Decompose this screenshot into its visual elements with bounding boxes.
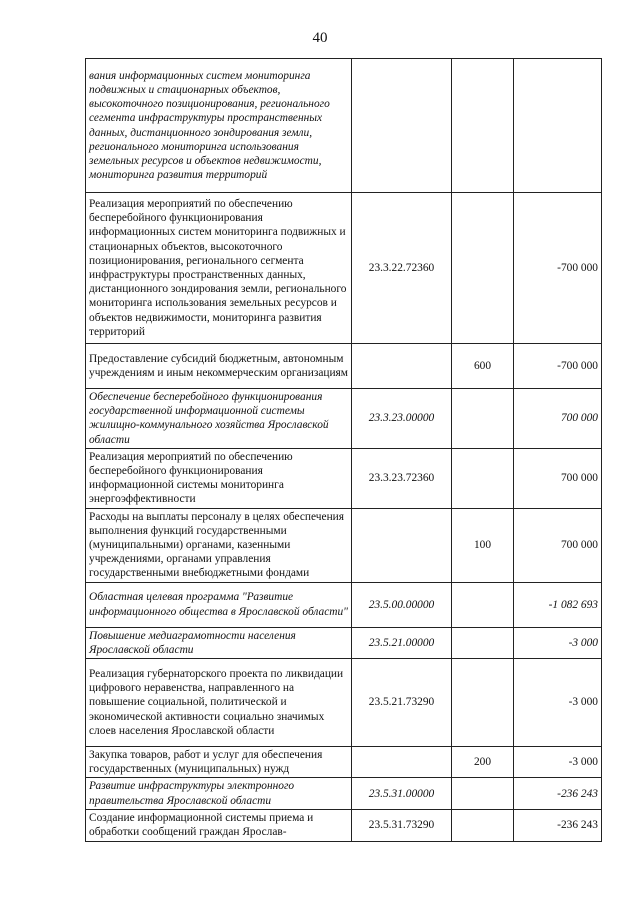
table-row <box>86 747 602 778</box>
table-row <box>86 508 602 582</box>
row-code-cell <box>352 508 452 582</box>
row-expense-type-cell <box>452 627 514 658</box>
table-row <box>86 582 602 627</box>
row-name-cell: Повышение медиаграмотности населения Ярославской области <box>86 627 352 658</box>
table-row <box>86 193 602 344</box>
budget-table-body <box>86 59 602 842</box>
page-number: 40 <box>312 30 328 46</box>
budget-table <box>85 58 602 842</box>
row-amount-cell: 700 000 <box>514 508 602 582</box>
table-row <box>86 448 602 508</box>
row-code-cell: 23.5.21.73290 <box>352 659 452 747</box>
row-expense-type-cell: 100 <box>452 508 514 582</box>
row-code-cell: 23.5.31.73290 <box>352 809 452 841</box>
row-name-cell: Создание информационной системы приема и обработки сообщений граждан Ярослав- <box>86 809 352 841</box>
row-code-cell <box>352 344 452 389</box>
row-expense-type-cell <box>452 59 514 193</box>
row-expense-type-cell <box>452 582 514 627</box>
table-row <box>86 389 602 449</box>
row-name-cell: Закупка товаров, работ и услуг для обеспечения государственных (муниципальных) нужд <box>86 747 352 778</box>
row-amount-cell: -236 243 <box>514 778 602 809</box>
row-name-cell: Развитие инфраструктуры электронного правительства Ярославской области <box>86 778 352 809</box>
table-row <box>86 627 602 658</box>
row-expense-type-cell: 600 <box>452 344 514 389</box>
row-amount-cell: -700 000 <box>514 193 602 344</box>
row-amount-cell: -3 000 <box>514 627 602 658</box>
row-expense-type-cell <box>452 809 514 841</box>
row-code-cell: 23.5.31.00000 <box>352 778 452 809</box>
row-amount-cell: 700 000 <box>514 389 602 449</box>
row-amount-cell: -3 000 <box>514 747 602 778</box>
row-amount-cell: -3 000 <box>514 659 602 747</box>
table-row <box>86 778 602 809</box>
row-code-cell: 23.3.22.72360 <box>352 193 452 344</box>
row-code-cell: 23.5.00.00000 <box>352 582 452 627</box>
row-code-cell: 23.3.23.00000 <box>352 389 452 449</box>
row-expense-type-cell <box>452 448 514 508</box>
row-amount-cell: -236 243 <box>514 809 602 841</box>
row-amount-cell <box>514 59 602 193</box>
row-code-cell <box>352 59 452 193</box>
row-expense-type-cell <box>452 659 514 747</box>
table-row <box>86 344 602 389</box>
row-name-cell: Расходы на выплаты персоналу в целях обеспечения выполнения функций государственными (муниципальными) органами, казенными учреждениями, органами управления государственными внебюджетными фондами <box>86 508 352 582</box>
row-name-cell: Предоставление субсидий бюджетным, автономным учреждениям и иным некоммерческим организациям <box>86 344 352 389</box>
row-expense-type-cell <box>452 193 514 344</box>
table-row <box>86 809 602 841</box>
row-name-cell: Реализация губернаторского проекта по ликвидации цифрового неравенства, направленного на повышение социальной, политической и экономической активности социально значимых слоев населения Ярославской области <box>86 659 352 747</box>
row-name-cell: Обеспечение бесперебойного функционирования государственной информационной системы жилищно-коммунального хозяйства Ярославской области <box>86 389 352 449</box>
row-amount-cell: -1 082 693 <box>514 582 602 627</box>
row-amount-cell: -700 000 <box>514 344 602 389</box>
row-name-cell: вания информационных систем мониторинга подвижных и стационарных объектов, высокоточного позиционирования, регионального сегмента инфраструктуры пространственных данных, дистанционного зондирования земли, регионального мониторинга использования земельных ресурсов и объектов недвижимости, мониторинга развития территорий <box>86 59 352 193</box>
row-expense-type-cell <box>452 778 514 809</box>
row-code-cell: 23.3.23.72360 <box>352 448 452 508</box>
row-amount-cell: 700 000 <box>514 448 602 508</box>
row-name-cell: Областная целевая программа "Развитие информационного общества в Ярославской области" <box>86 582 352 627</box>
row-name-cell: Реализация мероприятий по обеспечению бесперебойного функционирования информационной системы мониторинга энергоэффективности <box>86 448 352 508</box>
table-row <box>86 659 602 747</box>
row-expense-type-cell: 200 <box>452 747 514 778</box>
row-expense-type-cell <box>452 389 514 449</box>
row-code-cell: 23.5.21.00000 <box>352 627 452 658</box>
row-code-cell <box>352 747 452 778</box>
table-row <box>86 59 602 193</box>
row-name-cell: Реализация мероприятий по обеспечению бесперебойного функционирования информационных систем мониторинга подвижных и стационарных объектов, высокоточного позиционирования, регионального сегмента инфраструктуры пространственных данных, дистанционного зондирования земли, регионального мониторинга использования земельных ресурсов и объектов недвижимости, мониторинга развития территорий <box>86 193 352 344</box>
